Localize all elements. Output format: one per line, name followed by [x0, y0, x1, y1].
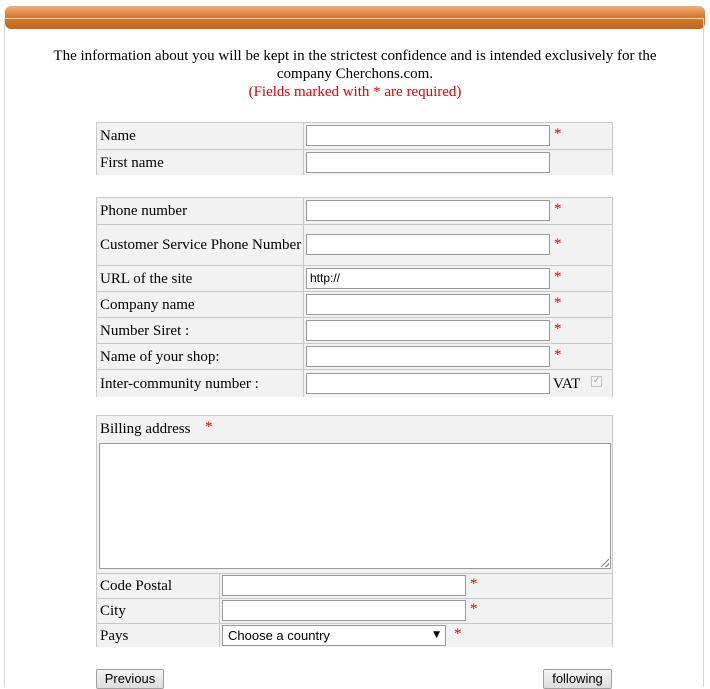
shop-row: [97, 343, 612, 369]
intercom-value-cell: [304, 370, 612, 397]
siret-row: [97, 317, 612, 343]
postal-label: Code Postal: [97, 574, 220, 598]
phone-input[interactable]: [306, 200, 550, 221]
url-row: [97, 265, 612, 291]
company-name-row: [97, 291, 612, 317]
required-star: *: [554, 236, 562, 252]
name-input[interactable]: [306, 125, 550, 146]
first-name-label: First name: [97, 150, 304, 175]
previous-button[interactable]: Previous: [96, 669, 164, 689]
phone-row: [97, 198, 612, 224]
intercom-label: Inter-community number :: [97, 370, 304, 397]
city-value-cell: [220, 599, 612, 623]
company-section: [96, 197, 613, 397]
country-row: [97, 623, 612, 647]
required-star: *: [205, 419, 213, 435]
city-row: [97, 598, 612, 623]
required-note: (Fields marked with * are required): [248, 84, 462, 100]
dropdown-arrow-icon: ▼: [433, 630, 440, 640]
name-value-cell: [304, 123, 612, 149]
url-value-cell: [304, 266, 612, 291]
siret-label: Number Siret :: [97, 318, 304, 343]
url-input[interactable]: http://: [306, 268, 550, 289]
required-star: *: [554, 347, 562, 363]
cs-phone-row: [97, 224, 612, 265]
vat-checkbox[interactable]: ✓: [592, 376, 601, 386]
phone-value-cell: [304, 198, 612, 224]
name-label: Name: [97, 123, 304, 149]
identity-section: [96, 122, 613, 175]
intro-line-1: The information about you will be kept in the strictest confidence and is intended exclusively for the: [53, 48, 657, 64]
first-name-row: [97, 149, 612, 175]
intro-text: [10, 47, 700, 101]
resize-grip-icon[interactable]: [601, 559, 609, 567]
intercom-row: [97, 369, 612, 397]
shop-input[interactable]: [306, 346, 550, 367]
country-value-cell: [220, 624, 612, 647]
billing-address-row: [97, 416, 612, 573]
company-name-value-cell: [304, 292, 612, 317]
cs-phone-input[interactable]: [306, 234, 550, 255]
next-button[interactable]: following: [543, 669, 612, 689]
required-star: *: [454, 626, 462, 642]
siret-input[interactable]: [306, 320, 550, 341]
billing-address-textarea[interactable]: [99, 443, 611, 569]
intro-line-2: company Cherchons.com.: [276, 66, 434, 82]
shop-label: Name of your shop:: [97, 344, 304, 369]
siret-value-cell: [304, 318, 612, 343]
url-label: URL of the site: [97, 266, 304, 291]
postal-value-cell: [220, 574, 612, 598]
first-name-input[interactable]: [306, 152, 550, 173]
shop-value-cell: [304, 344, 612, 369]
postal-row: [97, 573, 612, 598]
city-label: City: [97, 599, 220, 623]
required-star: *: [470, 576, 478, 592]
required-star: *: [554, 269, 562, 285]
vat-label: VAT: [553, 376, 581, 392]
phone-label: Phone number: [97, 198, 304, 224]
company-name-label: Company name: [97, 292, 304, 317]
company-name-input[interactable]: [306, 294, 550, 315]
billing-address-label: Billing address: [100, 421, 191, 437]
country-label: Pays: [97, 624, 220, 647]
name-row: [97, 123, 612, 149]
intercom-input[interactable]: [306, 373, 550, 394]
city-input[interactable]: [222, 600, 466, 621]
required-star: *: [554, 321, 562, 337]
required-star: *: [554, 201, 562, 217]
postal-input[interactable]: [222, 575, 466, 596]
required-star: *: [470, 601, 478, 617]
cs-phone-label: Customer Service Phone Number: [97, 225, 304, 265]
country-select[interactable]: [222, 625, 446, 646]
required-star: *: [554, 126, 562, 142]
country-select-value: Choose a country: [228, 628, 330, 643]
first-name-value-cell: [304, 150, 612, 175]
billing-section: [96, 415, 613, 647]
required-star: *: [554, 295, 562, 311]
cs-phone-value-cell: [304, 225, 612, 265]
